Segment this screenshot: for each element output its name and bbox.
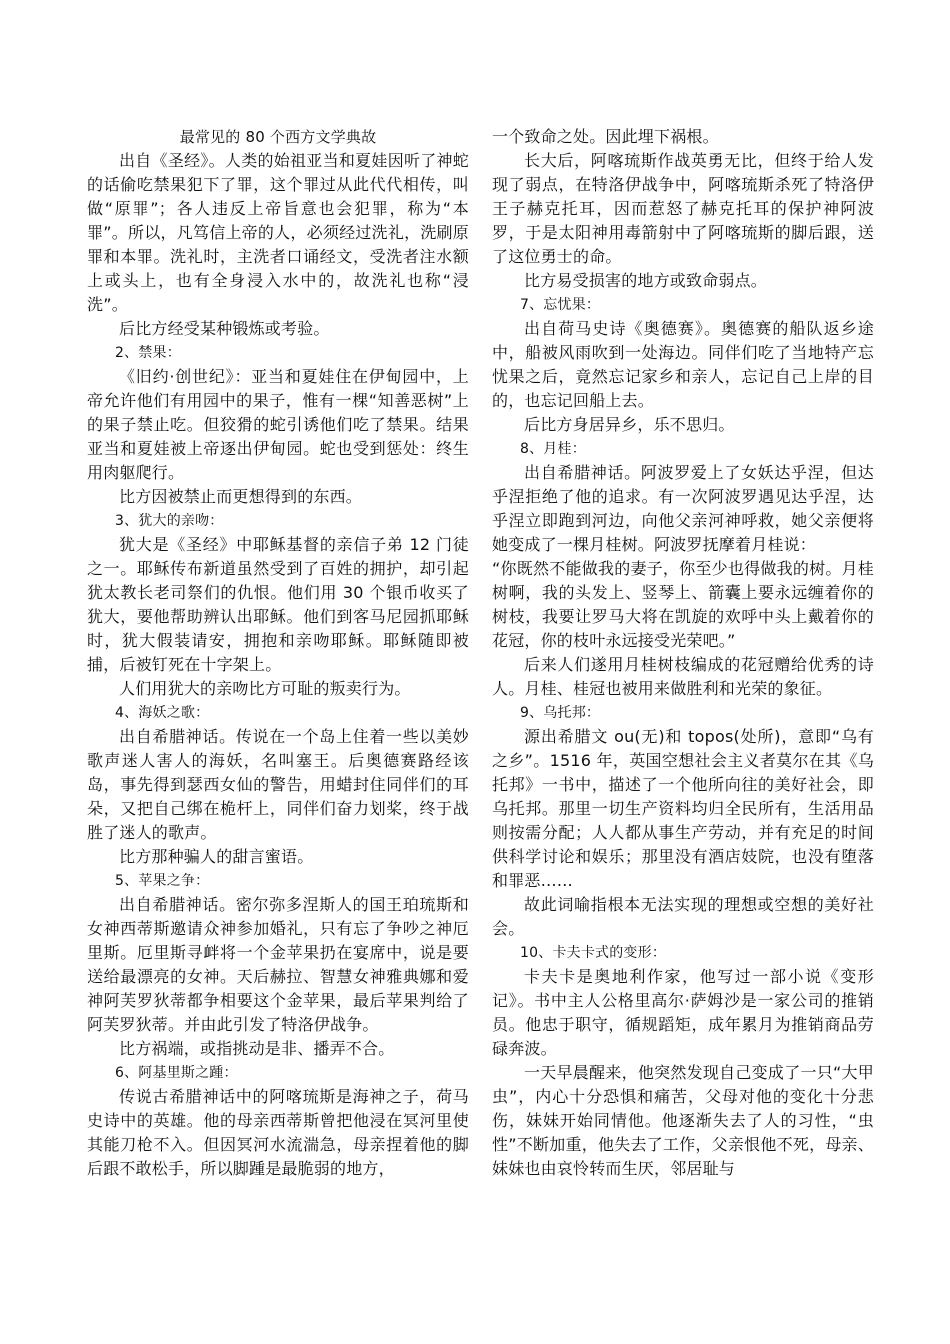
paragraph-laurel-meaning: 后来人们遂用月桂树枝编成的花冠赠给优秀的诗人。月桂、桂冠也被用来做胜利和光荣的象征。: [492, 655, 874, 698]
left-column: [87, 125, 469, 1181]
paragraph-utopia-meaning: 故此词喻指根本无法实现的理想或空想的美好社会。: [492, 895, 874, 938]
right-column: [492, 125, 874, 1181]
paragraph-achilles-heel-story: 长大后，阿喀琉斯作战英勇无比，但终于给人发现了弱点，在特洛伊战争中，阿喀琉斯杀死了特洛伊王子赫克托耳，因而惹怒了赫克托耳的保护神阿波罗，于是太阳神用毒箭射中了阿喀琉斯的脚后跟，送了这位勇士的命。: [492, 151, 874, 266]
paragraph-utopia: 源出希腊文 ou(无)和 topos(处所)，意即“乌有之乡”。1516 年，英国空想社会主义者莫尔在其《乌托邦》一书中，描述了一个他所向往的美好社会，即乌托邦。那里一切生产资料均归全民所有，生活用品则按需分配；人人都从事生产劳动，并有充足的时间供科学讨论和娱乐；那里没有酒店妓院，也没有堕落和罪恶……: [492, 727, 874, 890]
paragraph-kafka-story: 一天早晨醒来，他突然发现自己变成了一只“大甲虫”，内心十分恐惧和痛苦，父母对他的变化十分悲伤，妹妹开始同情他。他逐渐失去了人的习性，“虫性”不断加重，他失去了工作，父亲恨他不死，母亲、妹妹也由哀怜转而生厌，邻居耻与: [492, 1063, 874, 1178]
paragraph-laurel: 出自希腊神话。阿波罗爱上了女妖达乎涅，但达乎涅拒绝了他的追求。有一次阿波罗遇见达乎涅，达乎涅立即跑到河边，向他父亲河神呼救，她父亲便将她变成了一棵月桂树。阿波罗抚摩着月桂说：: [492, 463, 874, 554]
section-heading-judas-kiss: 3、犹大的亲吻：: [115, 513, 224, 529]
document-title: 最常见的 80 个西方文学典故: [179, 128, 377, 146]
paragraph-apple-of-discord-meaning: 比方祸端，或指挑动是非、播弄不合。: [119, 1039, 395, 1058]
paragraph-judas-kiss: 犹大是《圣经》中耶稣基督的亲信子弟 12 门徒之一。耶稣传布新道虽然受到了百姓的拥护，却引起犹太教长老司祭们的仇恨。他们用 30 个银币收买了犹大，要他帮助辨认出耶稣。他们到客马尼园抓耶稣时，犹大假装请安，拥抱和亲吻耶稣。耶稣随即被捕，后被钉死在十字架上。: [87, 535, 469, 674]
section-heading-apple-of-discord: 5、苹果之争：: [115, 873, 210, 889]
paragraph-lotus-fruit: 出自荷马史诗《奥德赛》。奥德赛的船队返乡途中，船被风雨吹到一处海边。同伴们吃了当地特产忘忧果之后，竟然忘记家乡和亲人，忘记自己上岸的目的，也忘记回船上去。: [492, 319, 874, 410]
paragraph-lotus-fruit-meaning: 后比方身居异乡，乐不思归。: [524, 415, 735, 434]
paragraph-achilles-heel-continued: 一个致命之处。因此埋下祸根。: [492, 127, 719, 146]
section-heading-forbidden-fruit: 2、禁果：: [115, 345, 181, 361]
paragraph-siren-song: 出自希腊神话。传说在一个岛上住着一些以美妙歌声迷人害人的海妖，名叫塞王。后奥德赛路经该岛，事先得到瑟西女仙的警告，用蜡封住同伴们的耳朵，又把自己绑在桅杆上，同伴们奋力划桨，终于战胜了迷人的歌声。: [87, 727, 469, 842]
section-heading-laurel: 8、月桂：: [520, 441, 586, 457]
paragraph-forbidden-fruit: 《旧约·创世纪》：亚当和夏娃住在伊甸园中，上帝允许他们有用园中的果子，惟有一棵“知善恶树”上的果子禁止吃。但狡猾的蛇引诱他们吃了禁果。结果亚当和夏娃被上帝逐出伊甸园。蛇也受到惩处：终生用肉躯爬行。: [87, 367, 469, 482]
section-heading-kafka-metamorphosis: 10、卡夫卡式的变形：: [520, 945, 667, 961]
paragraph-forbidden-fruit-meaning: 比方因被禁止而更想得到的东西。: [119, 487, 363, 506]
paragraph-achilles-heel: 传说古希腊神话中的阿喀琉斯是海神之子，荷马史诗中的英雄。他的母亲西蒂斯曾把他浸在冥河里使其能刀枪不入。但因冥河水流湍急，母亲捏着他的脚后跟不敢松手，所以脚踵是最脆弱的地方，: [87, 1087, 469, 1178]
paragraph-original-sin-meaning: 后比方经受某种锻炼或考验。: [119, 319, 330, 338]
section-heading-utopia: 9、乌托邦：: [520, 705, 601, 721]
section-heading-siren-song: 4、海妖之歌：: [115, 705, 210, 721]
paragraph-achilles-heel-meaning: 比方易受损害的地方或致命弱点。: [524, 271, 768, 290]
section-heading-lotus-fruit: 7、忘忧果：: [520, 297, 601, 313]
paragraph-laurel-quote: “你既然不能做我的妻子，你至少也得做我的树。月桂树啊，我的头发上、竖琴上、箭囊上要永远缠着你的树枝，我要让罗马大将在凯旋的欢呼中头上戴着你的花冠，你的枝叶永远接受光荣吧。”: [492, 559, 874, 650]
paragraph-apple-of-discord: 出自希腊神话。密尔弥多涅斯人的国王珀琉斯和女神西蒂斯邀请众神参加婚礼，只有忘了争吵之神厄里斯。厄里斯寻衅将一个金苹果扔在宴席中，说是要送给最漂亮的女神。天后赫拉、智慧女神雅典娜和爱神阿芙罗狄蒂都争相要这个金苹果，最后苹果判给了阿芙罗狄蒂。并由此引发了特洛伊战争。: [87, 895, 469, 1034]
paragraph-original-sin: 出自《圣经》。人类的始祖亚当和夏娃因听了神蛇的话偷吃禁果犯下了罪，这个罪过从此代代相传，叫做“原罪”；各人违反上帝旨意也会犯罪，称为“本罪”。所以，凡笃信上帝的人，必须经过洗礼，洗刷原罪和本罪。洗礼时，主洗者口诵经文，受洗者注水额上或头上，也有全身浸入水中的，故洗礼也称“浸洗”。: [87, 151, 469, 314]
paragraph-siren-song-meaning: 比方那种骗人的甜言蜜语。: [119, 847, 314, 866]
paragraph-kafka-intro: 卡夫卡是奥地利作家，他写过一部小说《变形记》。书中主人公格里高尔·萨姆沙是一家公司的推销员。他忠于职守，循规蹈矩，成年累月为推销商品劳碌奔波。: [492, 967, 874, 1058]
section-heading-achilles-heel: 6、阿基里斯之踵：: [115, 1065, 238, 1081]
paragraph-judas-kiss-meaning: 人们用犹大的亲吻比方可耻的叛卖行为。: [119, 679, 411, 698]
